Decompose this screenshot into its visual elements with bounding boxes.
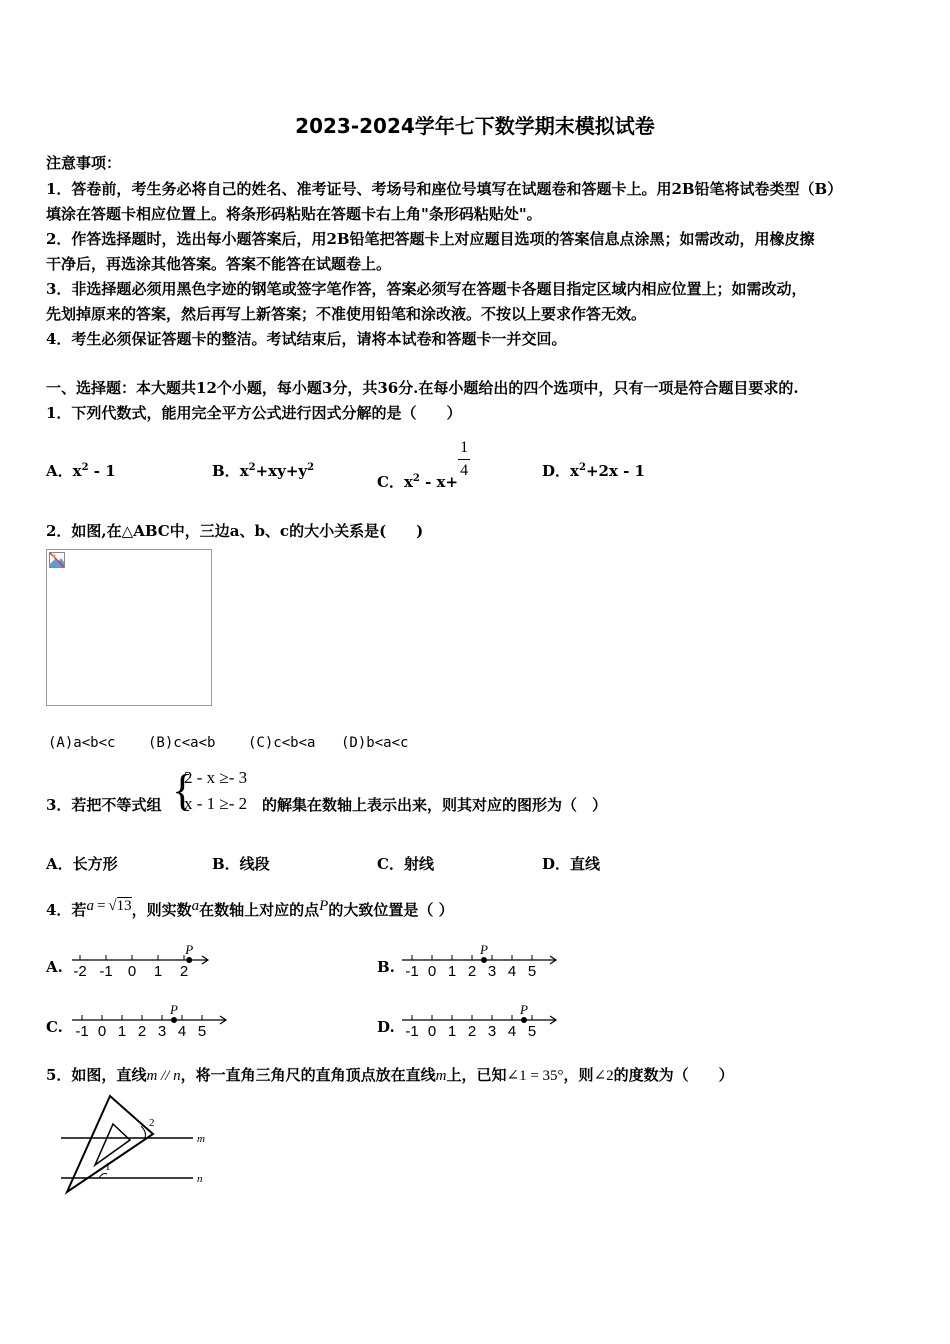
point-p	[171, 1017, 177, 1023]
section-heading: 一、选择题：本大题共12个小题，每小题3分，共36分.在每小题给出的四个选项中，只有一项是符合题目要求的.	[46, 379, 799, 397]
number-line-d	[400, 1000, 560, 1042]
tick-label: 5	[197, 1023, 207, 1040]
question-4-stem: 4．若a = √13，则实数a在数轴上对应的点P的大致位置是（ ）	[46, 898, 454, 919]
tick-label: 5	[527, 963, 537, 980]
notice-line: 先划掉原来的答案，然后再写上新答案；不准使用铅笔和涂改液。不按以上要求作答无效。	[46, 305, 647, 323]
notice-line: 填涂在答题卡相应位置上。将条形码粘贴在答题卡右上角"条形码粘贴处"。	[46, 205, 542, 223]
inequality-1: 2 - x ≥- 3	[184, 768, 248, 787]
tick-label: -1	[405, 1023, 419, 1040]
label-n: n	[197, 1173, 203, 1185]
tick-label: 2	[179, 963, 189, 980]
tick-label: 2	[467, 963, 477, 980]
tick-label: 4	[177, 1023, 187, 1040]
notice-line: 1．答卷前，考生务必将自己的姓名、准考证号、考场号和座位号填写在试题卷和答题卡上。用2B铅笔将试卷类型（B）	[46, 180, 843, 198]
tick-label: 5	[527, 1023, 537, 1040]
tick-label: -1	[99, 963, 113, 980]
brace: {	[172, 766, 194, 815]
question-3-suffix: 的解集在数轴上表示出来，则其对应的图形为（ ）	[262, 796, 608, 814]
parallel-lines-figure	[55, 1090, 225, 1200]
tick-label: 0	[127, 963, 137, 980]
tick-label: -2	[73, 963, 87, 980]
point-p	[186, 957, 192, 963]
tick-label: 0	[97, 1023, 107, 1040]
notice-line: 3．非选择题必须用黑色字迹的钢笔或签字笔作答，答案必须写在答题卡各题目指定区域内相应位置上；如需改动，	[46, 280, 807, 298]
point-p-label: P	[520, 1002, 528, 1017]
q3-option-b: B．线段	[212, 855, 270, 873]
number-line-b	[400, 940, 560, 982]
q4-option-a-label: A.	[46, 958, 63, 976]
tick-label: 0	[427, 963, 437, 980]
tick-label: 1	[117, 1023, 127, 1040]
tick-label: 0	[427, 1023, 437, 1040]
triangle-ruler-inner	[95, 1124, 130, 1165]
tick-label: 1	[447, 963, 457, 980]
broken-image-icon	[49, 552, 65, 568]
label-angle-2: 2	[149, 1117, 155, 1129]
page-title: 2023-2024学年七下数学期末模拟试卷	[295, 114, 655, 138]
q1-option-b: B．$x^2+xy+y^2$	[212, 462, 315, 480]
tick-label: 4	[507, 1023, 517, 1040]
q2-option-b: (B)c<a<b	[148, 735, 216, 751]
notice-heading: 注意事项：	[46, 154, 122, 172]
tick-label: 1	[447, 1023, 457, 1040]
notice-line: 2．作答选择题时，选出每小题答案后，用2B铅笔把答题卡上对应题目选项的答案信息点涂黑；如需改动，用橡皮擦	[46, 230, 815, 248]
tick-label: 2	[137, 1023, 147, 1040]
tick-label: 3	[157, 1023, 167, 1040]
question-2-stem: 2．如图,在△ABC中，三边a、b、c的大小关系是( )	[46, 522, 424, 540]
inequality-2: x - 1 ≥- 2	[184, 794, 248, 813]
notice-line: 干净后，再选涂其他答案。答案不能答在试题卷上。	[46, 255, 392, 273]
point-p-label: P	[170, 1002, 178, 1017]
point-p-label: P	[480, 942, 488, 957]
question-3-prefix: 3．若把不等式组	[46, 796, 162, 814]
number-line-a	[70, 940, 220, 982]
number-line-c	[70, 1000, 230, 1042]
q4-option-b-label: B.	[377, 958, 395, 976]
q2-option-c: (C)c<b<a	[248, 735, 316, 751]
q3-option-d: D．直线	[542, 855, 601, 873]
q1-option-c: C．$x^2 - x+$ $\frac{1}{4}$	[377, 439, 469, 491]
question-5-stem: 5．如图，直线m // n，将一直角三角尺的直角顶点放在直线m上，已知∠1 = 35°，则∠2的度数为（ ）	[46, 1066, 734, 1084]
q4-option-c-label: C.	[46, 1018, 63, 1036]
notice-line: 4．考生必须保证答题卡的整洁。考试结束后，请将本试卷和答题卡一并交回。	[46, 330, 567, 348]
q2-option-a: (A)a<b<c	[48, 735, 116, 751]
q3-option-c: C．射线	[377, 855, 434, 873]
tick-label: -1	[405, 963, 419, 980]
fraction: $\frac{1}{4}$	[460, 439, 469, 479]
label-angle-1: 1	[105, 1161, 111, 1173]
point-p	[521, 1017, 527, 1023]
tick-label: 3	[487, 963, 497, 980]
tick-label: 1	[153, 963, 163, 980]
tick-label: 4	[507, 963, 517, 980]
q3-option-a: A．长方形	[46, 855, 118, 873]
figure-placeholder	[46, 549, 212, 706]
question-1-stem: 1．下列代数式，能用完全平方公式进行因式分解的是（ ）	[46, 404, 462, 422]
q1-option-a: A．$x^2 - 1$	[46, 462, 116, 480]
q2-option-d: (D)b<a<c	[341, 735, 409, 751]
tick-label: 3	[487, 1023, 497, 1040]
tick-label: -1	[75, 1023, 89, 1040]
label-m: m	[197, 1133, 205, 1145]
q1-option-d: D．$x^2+2x - 1$	[542, 462, 645, 480]
q4-option-d-label: D.	[377, 1018, 395, 1036]
tick-label: 2	[467, 1023, 477, 1040]
point-p-label: P	[185, 942, 194, 957]
point-p	[481, 957, 487, 963]
